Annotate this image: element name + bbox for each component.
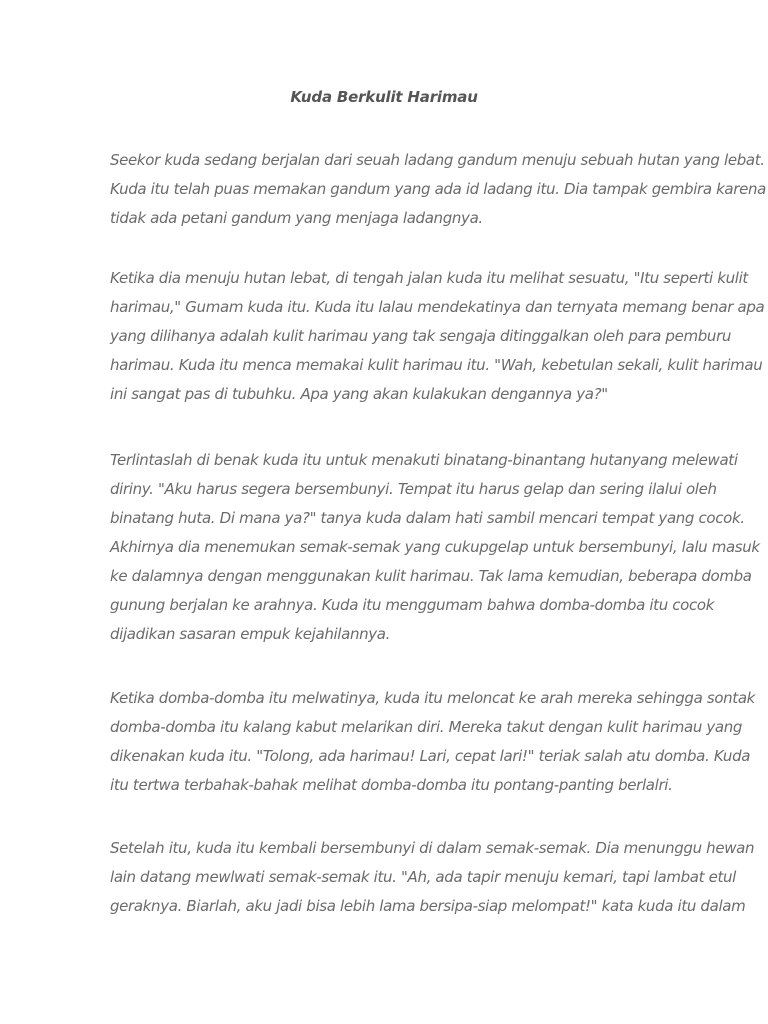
text-line: Ketika dia menuju hutan lebat, di tengah jalan kuda itu melihat sesuatu, "Itu seperti kulit: [110, 269, 748, 287]
text-line: Ketika domba-domba itu melwatinya, kuda itu meloncat ke arah mereka sehingga sontak: [110, 689, 756, 707]
text-line: Setelah itu, kuda itu kembali bersembunyi di dalam semak-semak. Dia menunggu hewan: [110, 839, 755, 857]
paragraph-2: [110, 264, 765, 409]
text-line: binatang huta. Di mana ya?" tanya kuda dalam hati sambil mencari tempat yang cocok.: [110, 509, 745, 527]
text-line: harimau," Gumam kuda itu. Kuda itu lalau mendekatinya dan ternyata memang benar apa: [110, 298, 765, 316]
text-line: Terlintaslah di benak kuda itu untuk menakuti binatang-binantang hutanyang melewati: [110, 451, 738, 469]
paragraph-4: [110, 684, 756, 800]
text-line: dijadikan sasaran empuk kejahilannya.: [110, 625, 391, 643]
text-line: domba-domba itu kalang kabut melarikan diri. Mereka takut dengan kulit harimau yang: [110, 718, 743, 736]
text-line: diriny. "Aku harus segera bersembunyi. Tempat itu harus gelap dan sering ilalui oleh: [110, 480, 717, 498]
text-line: dikenakan kuda itu. "Tolong, ada harimau! Lari, cepat lari!" teriak salah atu domba. Kuda: [110, 747, 751, 765]
paragraph-1: [110, 146, 766, 233]
text-line: ke dalamnya dengan menggunakan kulit harimau. Tak lama kemudian, beberapa domba: [110, 567, 752, 585]
paragraph-5: [110, 834, 755, 921]
text-line: itu tertwa terbahak-bahak melihat domba-domba itu pontang-panting berlalri.: [110, 776, 673, 794]
text-line: ini sangat pas di tubuhku. Apa yang akan kulakukan dengannya ya?": [110, 385, 608, 403]
story-title: Kuda Berkulit Harimau: [290, 88, 478, 106]
text-line: Kuda itu telah puas memakan gandum yang ada id ladang itu. Dia tampak gembira karena: [110, 180, 766, 198]
text-line: lain datang mewlwati semak-semak itu. "Ah, ada tapir menuju kemari, tapi lambat etul: [110, 868, 736, 886]
text-line: Seekor kuda sedang berjalan dari seuah ladang gandum menuju sebuah hutan yang lebat.: [110, 151, 765, 169]
text-line: Akhirnya dia menemukan semak-semak yang cukupgelap untuk bersembunyi, lalu masuk: [110, 538, 760, 556]
text-line: yang dilihanya adalah kulit harimau yang tak sengaja ditinggalkan oleh para pemburu: [110, 327, 732, 345]
text-line: geraknya. Biarlah, aku jadi bisa lebih lama bersipa-siap melompat!" kata kuda itu dalam: [110, 897, 746, 915]
text-line: harimau. Kuda itu menca memakai kulit harimau itu. "Wah, kebetulan sekali, kulit harimau: [110, 356, 763, 374]
text-line: tidak ada petani gandum yang menjaga ladangnya.: [110, 209, 483, 227]
text-line: gunung berjalan ke arahnya. Kuda itu menggumam bahwa domba-domba itu cocok: [110, 596, 715, 614]
paragraph-3: [110, 446, 760, 649]
